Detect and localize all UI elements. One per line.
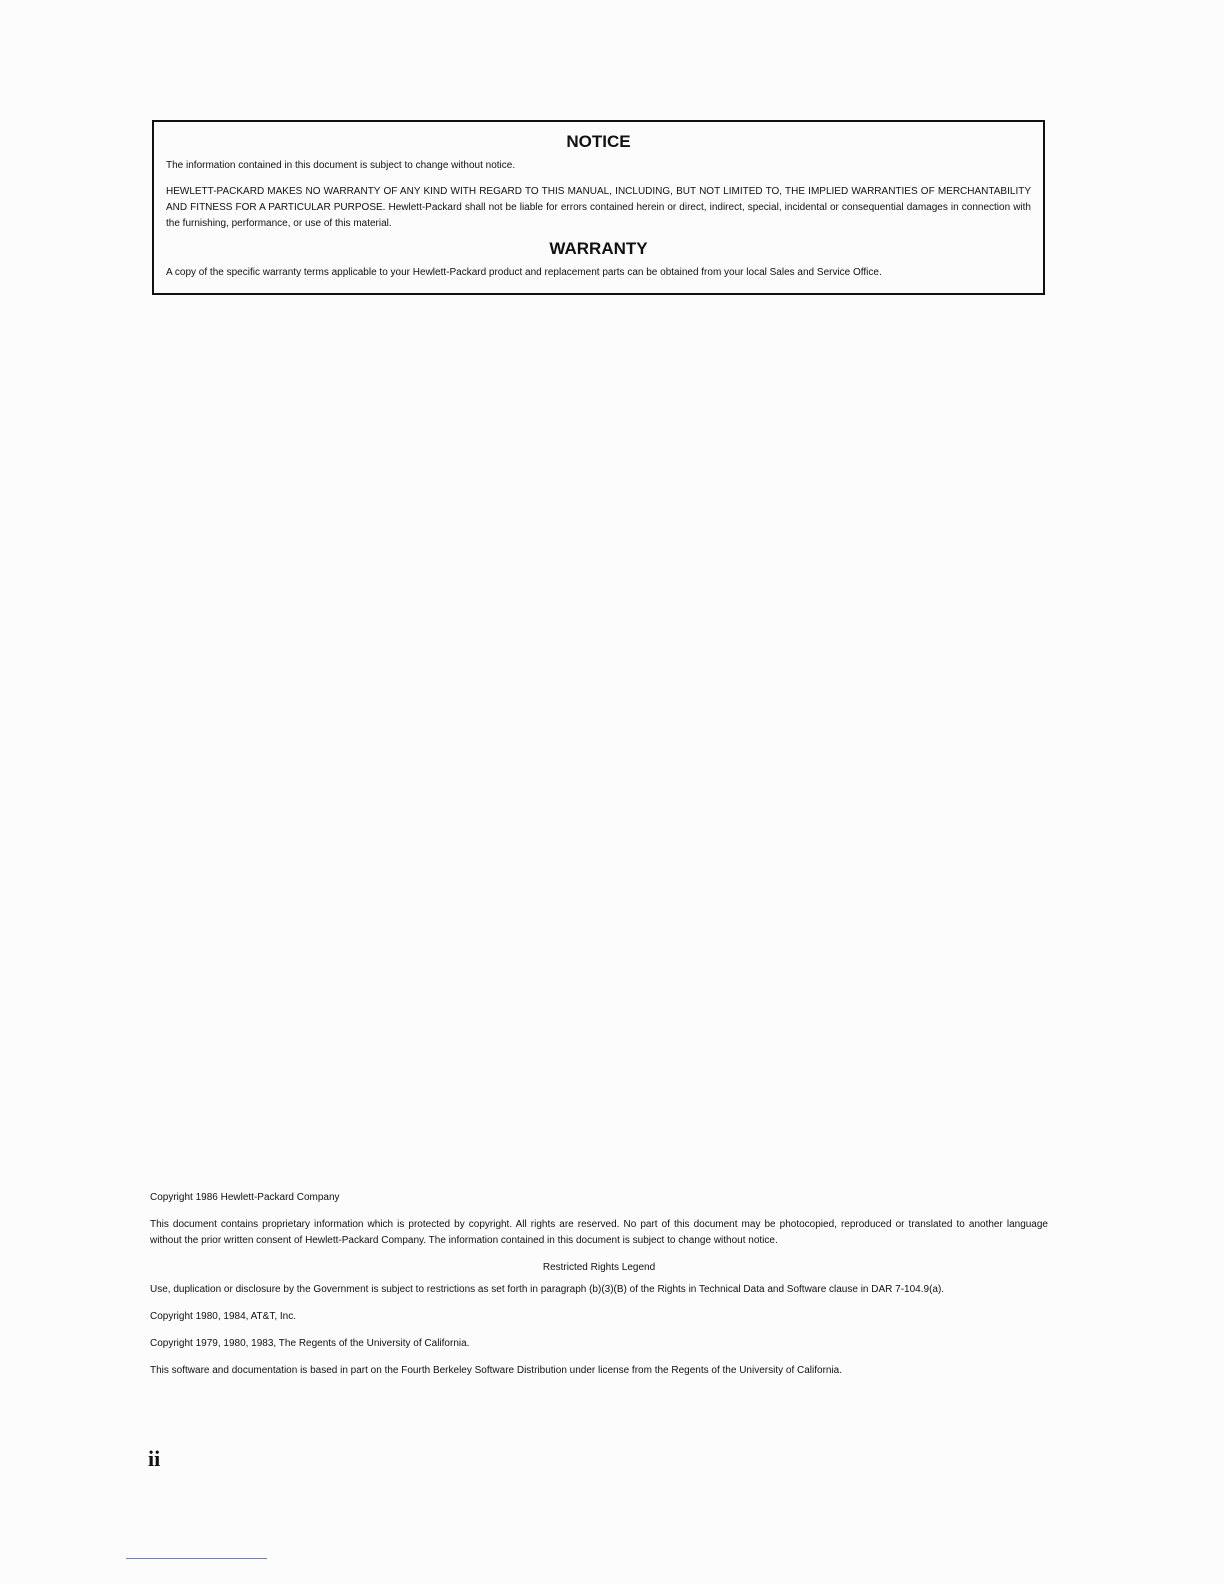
- notice-heading: NOTICE: [566, 132, 631, 151]
- copyright-att: Copyright 1980, 1984, AT&T, Inc.: [150, 1311, 297, 1322]
- proprietary-notice: This document contains proprietary information which is protected by copyright. All rights are reserved. No part of this document may be photocopied, reproduced or translated to another language without the prior written consent of Hewlett-Packard Company. The information contained in this document is subject to change without notice.: [150, 1219, 1048, 1246]
- page-number: ii: [148, 1446, 161, 1471]
- copyright-regents: Copyright 1979, 1980, 1983, The Regents of the University of California.: [150, 1338, 470, 1349]
- berkeley-notice: This software and documentation is based in part on the Fourth Berkeley Software Distribution under license from the Regents of the University of California.: [150, 1365, 843, 1376]
- restricted-rights-text: Use, duplication or disclosure by the Government is subject to restrictions as set forth in paragraph (b)(3)(B) of the Rights in Technical Data and Software clause in DAR 7-104.9(a).: [150, 1284, 945, 1295]
- notice-paragraph-disclaimer: HEWLETT-PACKARD MAKES NO WARRANTY OF ANY KIND WITH REGARD TO THIS MANUAL, INCLUDING, BUT NOT LIMITED TO, THE IMPLIED WARRANTIES OF MERCHANTABILITY AND FITNESS FOR A PARTICULAR PURPOSE. Hewlett-Packard shall not be liable for errors contained herein or direct, indirect, special, incidental or consequential damages in connection with the furnishing, performance, or use of this material.: [166, 186, 1031, 229]
- copyright-block: [150, 1190, 1048, 1390]
- warranty-paragraph: A copy of the specific warranty terms applicable to your Hewlett-Packard product and replacement parts can be obtained from your local Sales and Service Office.: [166, 267, 882, 278]
- footer-rule: [126, 1558, 267, 1559]
- notice-warranty-box: [152, 120, 1045, 295]
- restricted-rights-title: Restricted Rights Legend: [542, 1262, 656, 1273]
- copyright-hp: Copyright 1986 Hewlett-Packard Company: [150, 1192, 340, 1203]
- notice-paragraph-change: The information contained in this document is subject to change without notice.: [166, 160, 516, 171]
- warranty-heading: WARRANTY: [549, 239, 648, 258]
